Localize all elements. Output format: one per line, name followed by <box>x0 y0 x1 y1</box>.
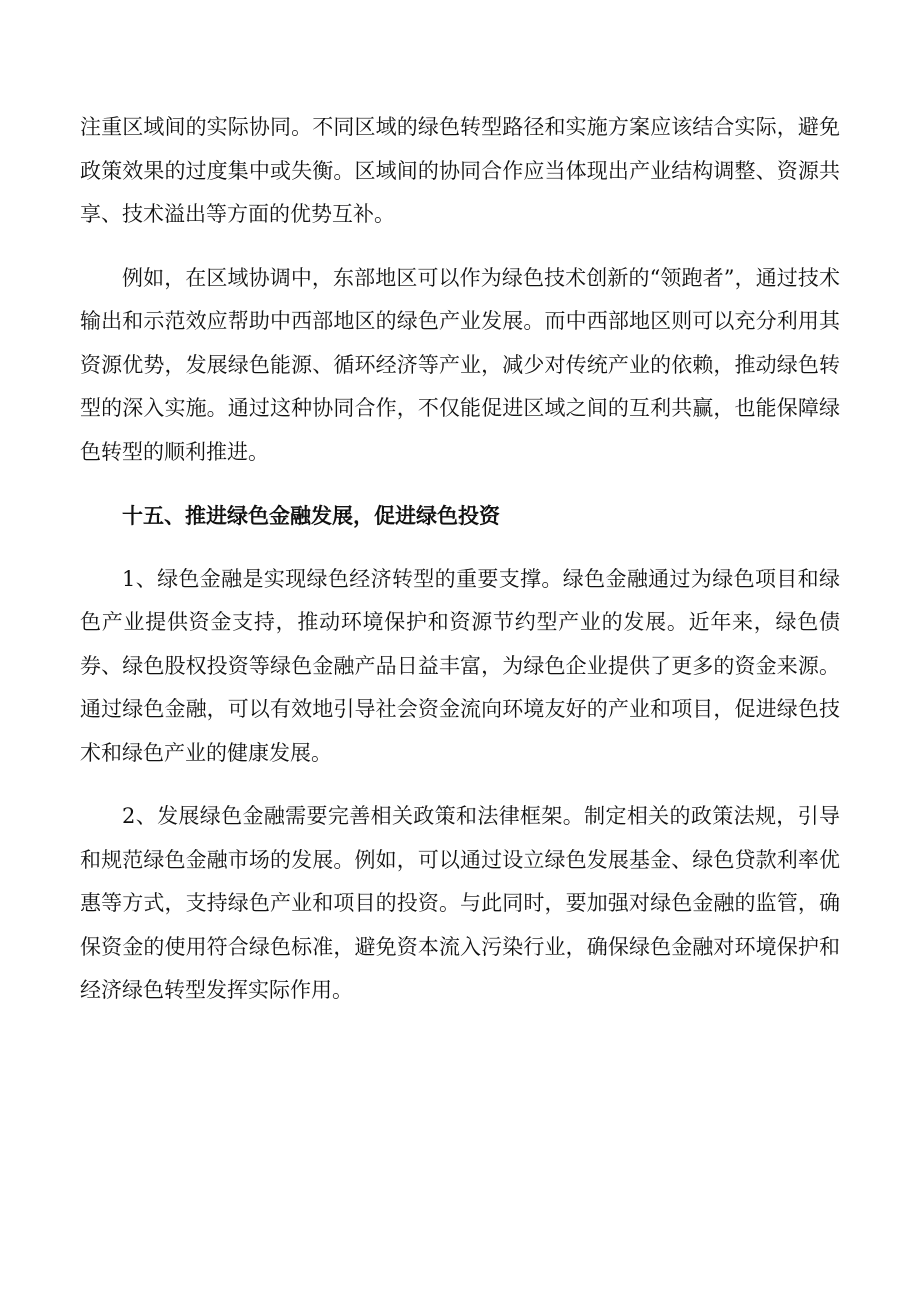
paragraph-gap <box>80 237 840 257</box>
paragraph-example: 例如，在区域协调中，东部地区可以作为绿色技术创新的“领跑者”，通过技术输出和示范效应帮助中西部地区的绿色产业发展。而中西部地区则可以充分利用其资源优势，发展绿色能源、循环经济等产业，减少对传统产业的依赖，推动绿色转型的深入实施。通过这种协同合作，不仅能促进区域之间的互利共赢，也能保障绿色转型的顺利推进。 <box>80 265 840 464</box>
section-heading: 十五、推进绿色金融发展，促进绿色投资 <box>122 503 500 528</box>
paragraph-green-finance-1: 1、绿色金融是实现绿色经济转型的重要支撑。绿色金融通过为绿色项目和绿色产业提供资金支持，推动环境保护和资源节约型产业的发展。近年来，绿色债券、绿色股权投资等绿色金融产品日益丰富，为绿色企业提供了更多的资金来源。通过绿色金融，可以有效地引导社会资金流向环境友好的产业和项目，促进绿色技术和绿色产业的健康发展。 <box>80 566 840 765</box>
paragraph-regional-coordination: 注重区域间的实际协同。不同区域的绿色转型路径和实施方案应该结合实际，避免政策效果的过度集中或失衡。区域间的协同合作应当体现出产业结构调整、资源共享、技术溢出等方面的优势互补。 <box>80 115 840 226</box>
document-body <box>80 106 840 1013</box>
paragraph-gap <box>80 474 840 494</box>
paragraph-green-finance-2: 2、发展绿色金融需要完善相关政策和法律框架。制定相关的政策法规，引导和规范绿色金融市场的发展。例如，可以通过设立绿色发展基金、绿色贷款利率优惠等方式，支持绿色产业和项目的投资。与此同时，要加强对绿色金融的监管，确保资金的使用符合绿色标准，避免资本流入污染行业，确保绿色金融对环境保护和经济绿色转型发挥实际作用。 <box>80 804 840 1002</box>
paragraph-gap <box>80 538 840 558</box>
paragraph-gap <box>80 775 840 795</box>
